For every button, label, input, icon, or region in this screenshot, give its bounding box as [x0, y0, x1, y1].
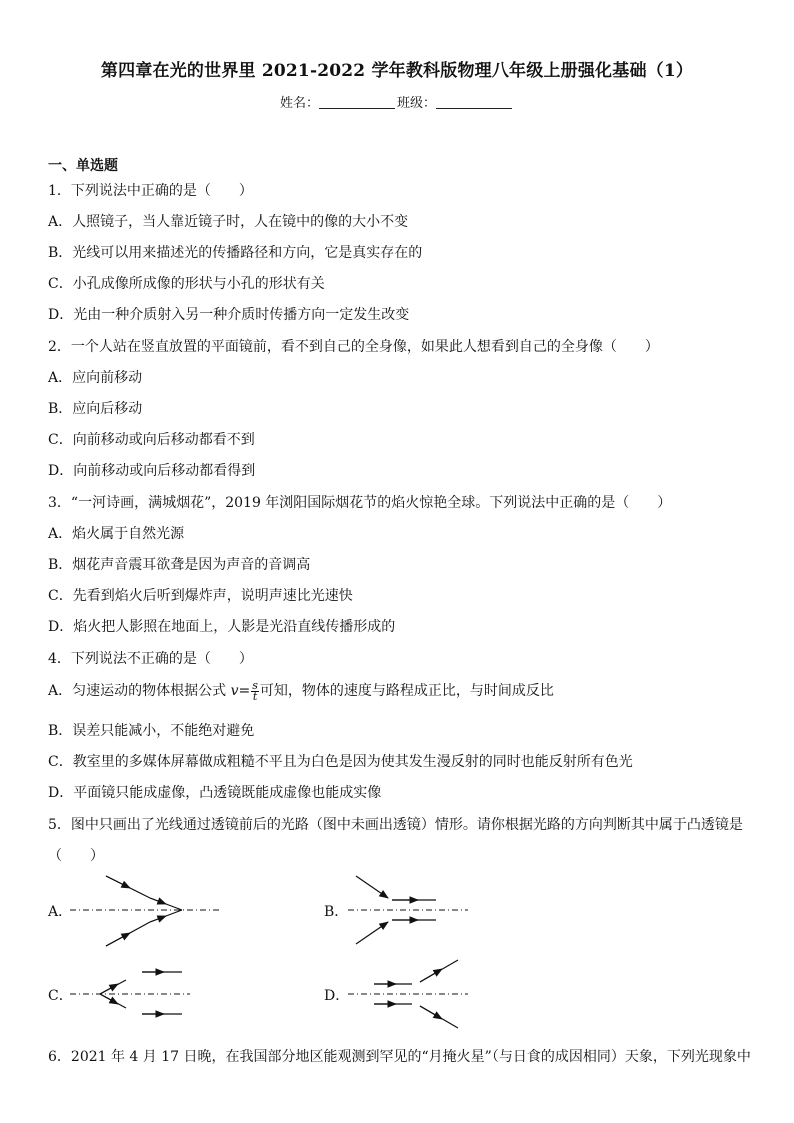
figure-b-diagram: [348, 868, 478, 958]
question-3-option-b: B．烟花声音震耳欲聋是因为声音的音调高: [48, 557, 311, 573]
question-1-option-c: C．小孔成像所成像的形状与小孔的形状有关: [48, 276, 325, 292]
question-4-option-b: B．误差只能减小，不能绝对避免: [48, 723, 255, 739]
formula-numerator: s: [252, 678, 258, 692]
page-title: 第四章在光的世界里 2021-2022 学年教科版物理八年级上册强化基础（1）: [100, 61, 694, 81]
formula-v: v=: [230, 683, 251, 699]
figure-d-label: D．: [324, 988, 350, 1004]
figure-c-label: C．: [48, 988, 73, 1004]
option-a-prefix: A．匀速运动的物体根据公式: [48, 683, 231, 699]
question-1-option-b: B．光线可以用来描述光的传播路径和方向，它是真实存在的: [48, 245, 423, 261]
name-blank: [319, 95, 395, 109]
question-5-stem-cont: （ ）: [48, 848, 104, 864]
formula-fraction: [251, 678, 259, 703]
class-blank: [436, 95, 512, 109]
option-a-suffix: 可知，物体的速度与路程成正比，与时间成反比: [259, 683, 554, 699]
question-4-option-d: D．平面镜只能成虚像，凸透镜既能成虚像也能成实像: [48, 785, 382, 801]
figure-a-label: A．: [48, 904, 73, 920]
question-3-option-a: A．焰火属于自然光源: [48, 526, 185, 542]
question-2-option-a: A．应向前移动: [48, 370, 143, 386]
formula-denominator: t: [252, 689, 258, 703]
question-2-option-d: D．向前移动或向后移动都看得到: [48, 463, 256, 479]
section-title: 一、单选题: [48, 158, 118, 174]
question-4-option-c: C．教室里的多媒体屏幕做成粗糙不平且为白色是因为使其发生漫反射的同时也能反射所有色光: [48, 754, 633, 770]
question-2-stem: 2．一个人站在竖直放置的平面镜前，看不到自己的全身像，如果此人想看到自己的全身像（ ）: [48, 339, 659, 355]
question-3-option-d: D．焰火把人影照在地面上，人影是光沿直线传播形成的: [48, 619, 396, 635]
question-1-stem: 1．下列说法中正确的是（ ）: [48, 183, 253, 199]
question-6-stem: 6．2021 年 4 月 17 日晚，在我国部分地区能观测到罕见的“月掩火星”（与日食的成因相同）天象，下列光现象中: [48, 1049, 751, 1065]
question-1-option-a: A．人照镜子，当人靠近镜子时，人在镜中的像的大小不变: [48, 214, 409, 230]
figure-b-label: B．: [324, 904, 349, 920]
name-label: 姓名：: [279, 96, 319, 111]
figure-c-diagram: [70, 958, 200, 1028]
question-3-stem: 3．“一河诗画，满城烟花”，2019 年浏阳国际烟花节的焰火惊艳全球。下列说法中正确的是（ ）: [48, 495, 672, 511]
question-2-option-c: C．向前移动或向后移动都看不到: [48, 432, 255, 448]
question-4-option-a: [48, 680, 554, 702]
question-1-option-d: D．光由一种介质射入另一种介质时传播方向一定发生改变: [48, 307, 410, 323]
question-4-stem: 4．下列说法不正确的是（ ）: [48, 651, 253, 667]
question-3-option-c: C．先看到焰火后听到爆炸声，说明声速比光速快: [48, 588, 353, 604]
figure-a-diagram: [70, 868, 230, 958]
question-5-stem: 5．图中只画出了光线通过透镜前后的光路（图中未画出透镜）情形。请你根据光路的方向判断其中属于凸透镜是: [48, 817, 743, 833]
class-label: 班级：: [397, 96, 437, 111]
student-info: [0, 92, 794, 111]
question-2-option-b: B．应向后移动: [48, 401, 143, 417]
figure-d-diagram: [348, 952, 478, 1032]
